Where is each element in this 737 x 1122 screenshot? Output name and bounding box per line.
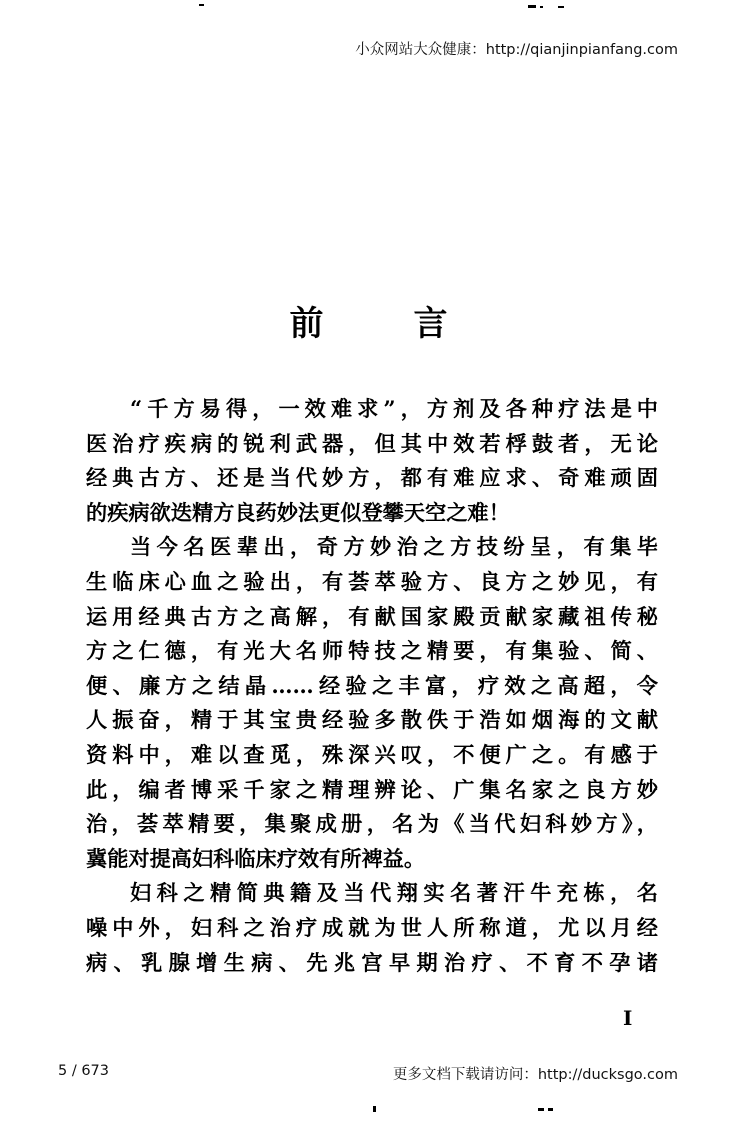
page-title: 前言	[289, 304, 538, 344]
text-line: 生临床心血之验出，有荟萃验方、良方之妙见，有	[86, 568, 658, 594]
text-line: 此，编者博采千家之精理辨论、广集名家之良方妙	[86, 776, 658, 802]
document-body	[86, 392, 658, 980]
text-line: 资料中，难以查觅，殊深兴叹，不便广之。有感于	[86, 741, 658, 767]
text-line: 当今名医辈出，奇方妙治之方技纷呈，有集毕	[130, 534, 658, 560]
text-line: 冀能对提高妇科临床疗效有所裨益。	[86, 845, 426, 871]
text-line: 便、廉方之结晶……经验之丰富，疗效之高超，令	[86, 672, 658, 698]
text-line: “千方易得，一效难求”，方剂及各种疗法是中	[130, 396, 658, 421]
page-counter: 5 / 673	[58, 1063, 110, 1079]
text-line: 医治疗疾病的锐利武器，但其中效若桴鼓者，无论	[86, 430, 658, 456]
footer-download-link[interactable]: 更多文档下载请访问：http://ducksgo.com	[392, 1067, 678, 1083]
text-line: 方之仁德，有光大名师特技之精要，有集验、简、	[86, 638, 658, 664]
text-line: 人振奋，精于其宝贵经验多散佚于浩如烟海的文献	[86, 707, 658, 733]
scan-speck	[538, 1108, 544, 1111]
scan-speck	[373, 1106, 376, 1112]
text-line: 妇科之精简典籍及当代翔实名著汗牛充栋，名	[130, 880, 658, 906]
text-line: 运用经典古方之高解，有献国家殿贡献家藏祖传秘	[86, 603, 658, 629]
scan-speck	[548, 1108, 553, 1111]
text-line: 治，荟萃精要，集聚成册，名为《当代妇科妙方》，	[86, 811, 658, 837]
text-line: 的疾病欲迭精方良药妙法更似登攀天空之难！	[86, 499, 510, 525]
text-line: 经典古方、还是当代妙方，都有难应求、奇难顽固	[86, 465, 658, 491]
scan-speck	[528, 5, 536, 8]
header-site-text: 小众网站大众健康：http://qianjinpianfang.com	[355, 42, 678, 58]
scan-speck	[558, 6, 564, 8]
page-folio: I	[623, 1006, 633, 1030]
text-line: 噪中外，妇科之治疗成就为世人所称道，尤以月经	[86, 914, 658, 940]
scan-speck	[199, 4, 204, 6]
text-line: 病、乳腺增生病、先兆宫早期治疗、不育不孕诸	[86, 949, 658, 975]
scan-speck	[540, 6, 543, 8]
